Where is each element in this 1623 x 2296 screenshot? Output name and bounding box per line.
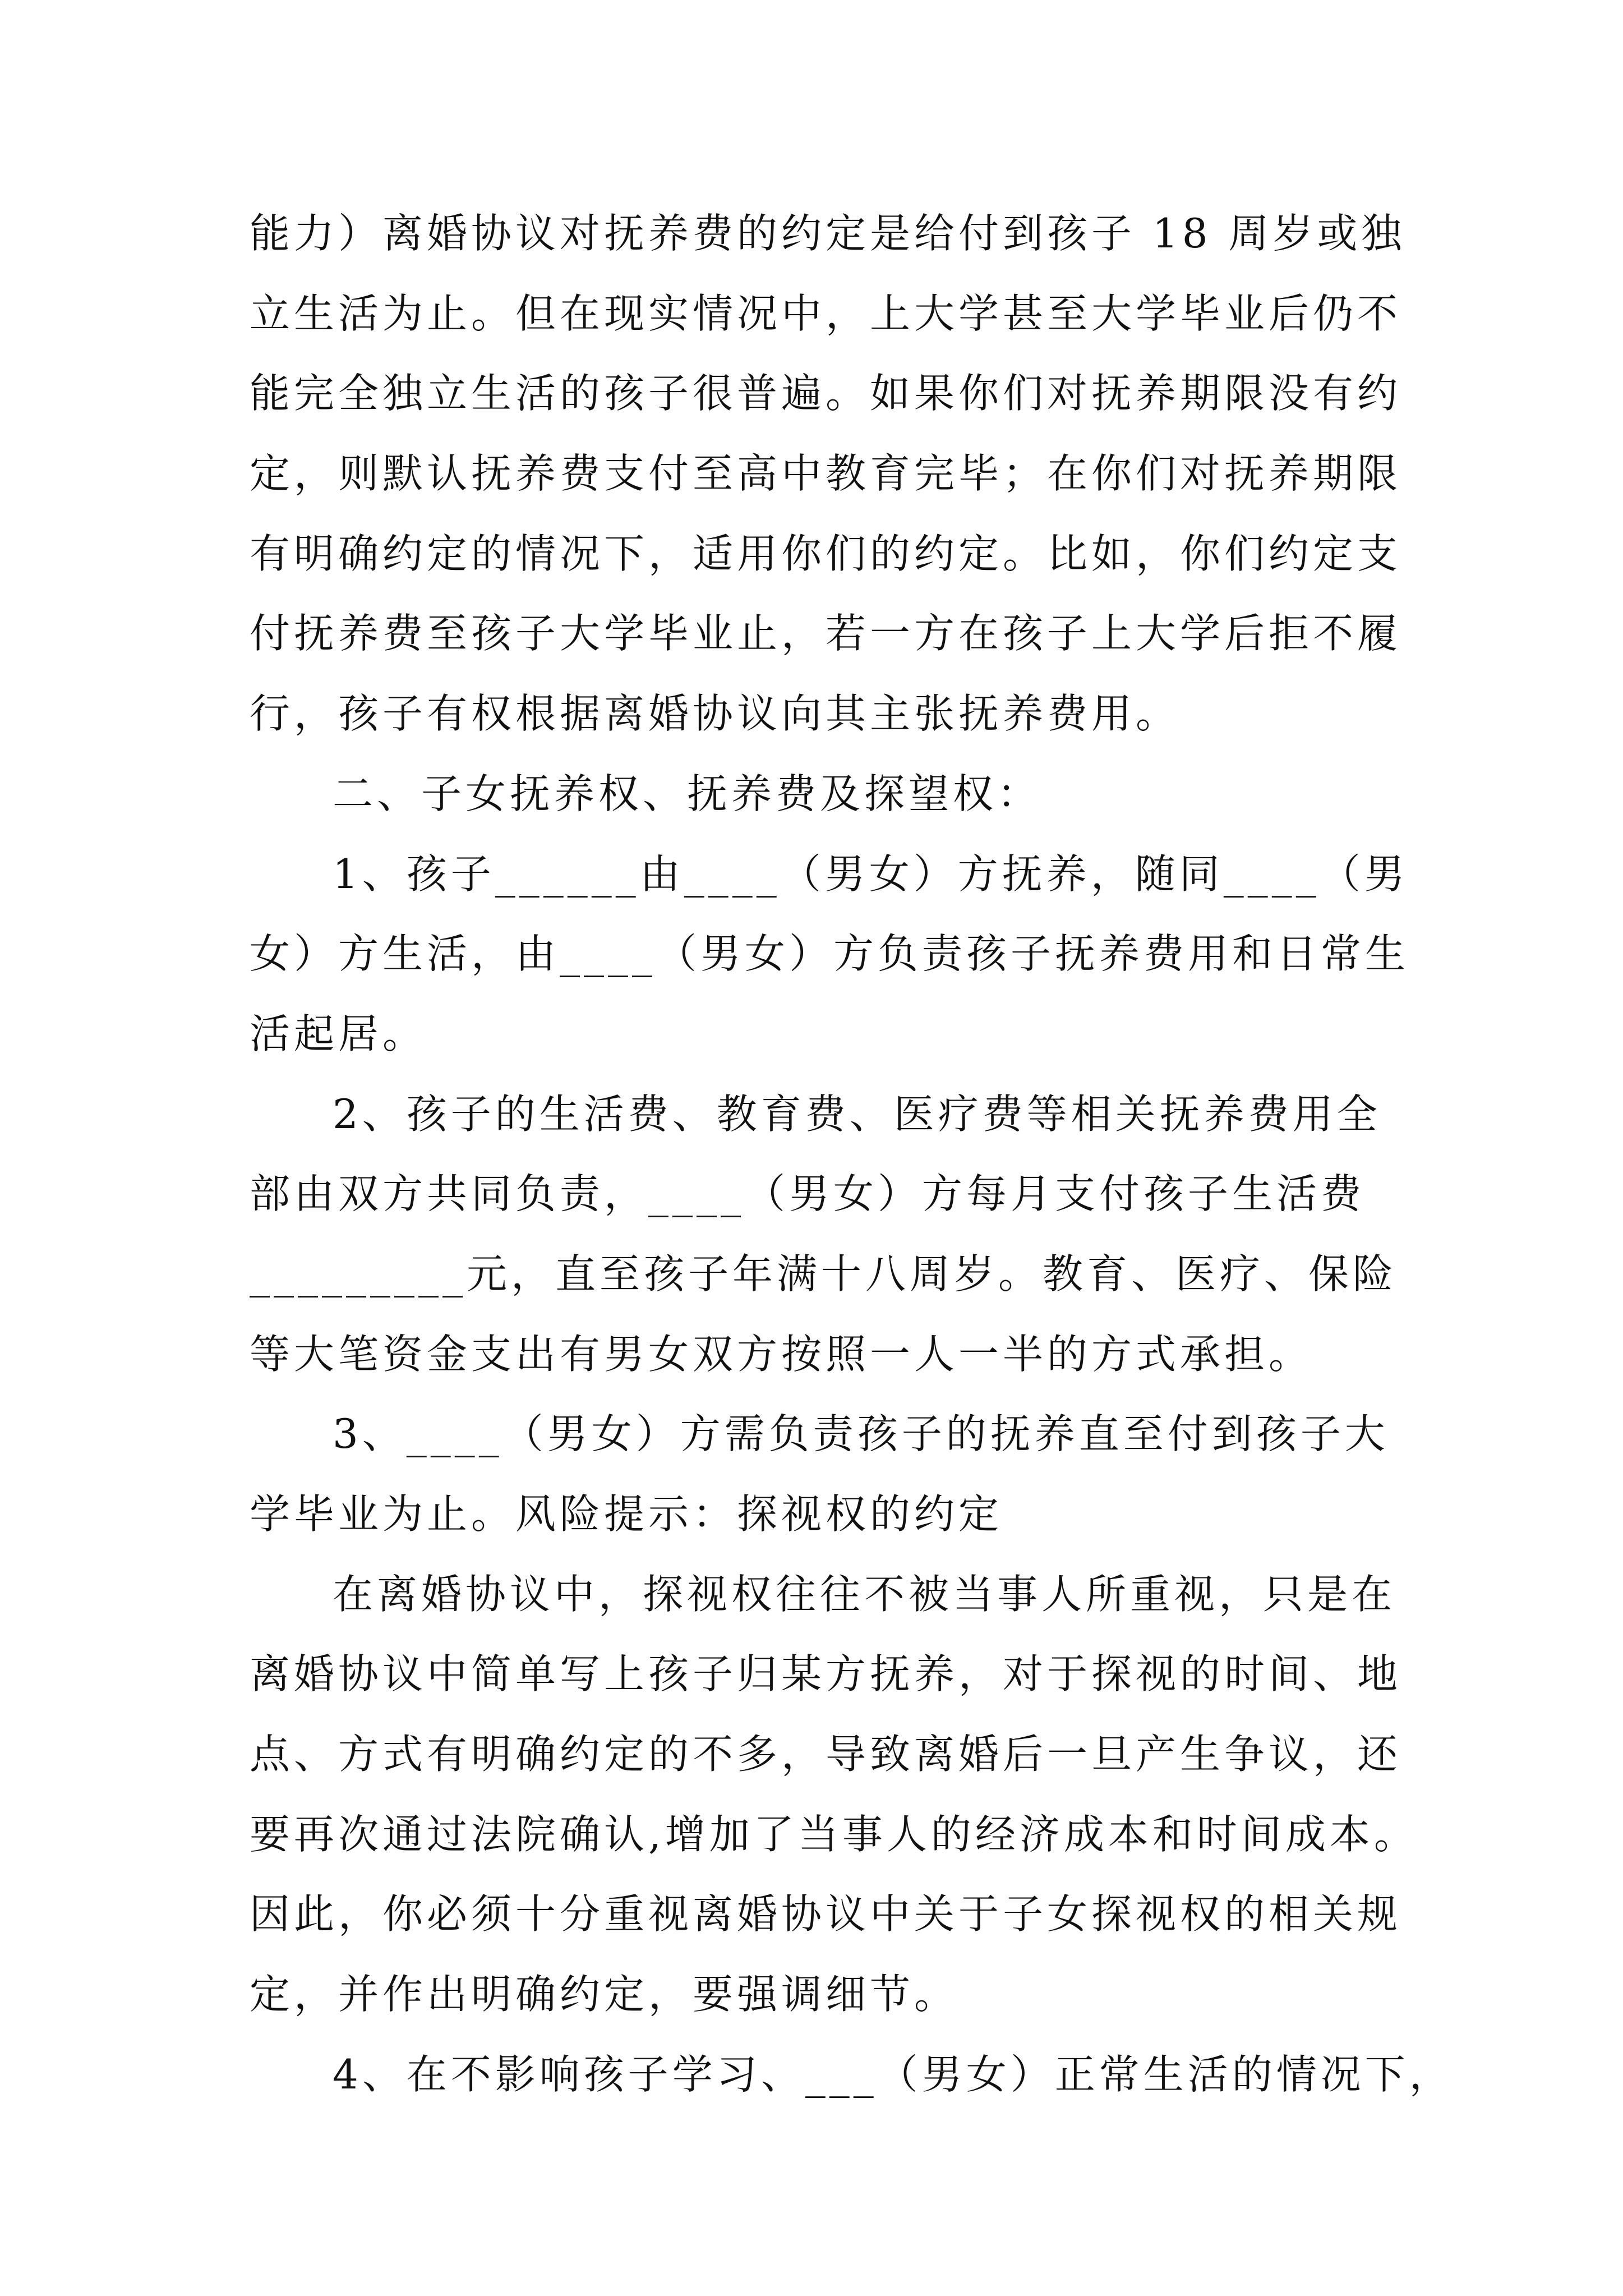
text-line: 能力）离婚协议对抚养费的约定是给付到孩子 18 周岁或独: [250, 210, 1406, 257]
text-line: _________元，直至孩子年满十八周岁。教育、医疗、保险: [250, 1250, 1398, 1297]
text-line: 离婚协议中简单写上孩子归某方抚养，对于探视的时间、地: [250, 1650, 1402, 1698]
text-line: 能完全独立生活的孩子很普遍。如果你们对抚养期限没有约: [250, 370, 1402, 417]
text-line: 要再次通过法院确认,增加了当事人的经济成本和时间成本。: [250, 1810, 1418, 1858]
text-line: 定，则默认抚养费支付至高中教育完毕；在你们对抚养期限: [250, 450, 1402, 498]
text-line: 定，并作出明确约定，要强调细节。: [250, 1971, 959, 2018]
paragraph-start: 在离婚协议中，探视权往往不被当事人所重视，只是在: [333, 1570, 1396, 1618]
text-line: 因此，你必须十分重视离婚协议中关于子女探视权的相关规: [250, 1890, 1402, 1938]
clause-2-line: 2、孩子的生活费、教育费、医疗费等相关抚养费用全: [333, 1090, 1381, 1138]
clause-1-line: 1、孩子______由____（男女）方抚养，随同____（男: [333, 850, 1409, 898]
text-line: 行，孩子有权根据离婚协议向其主张抚养费用。: [250, 690, 1181, 738]
text-line: 有明确约定的情况下，适用你们的约定。比如，你们约定支: [250, 530, 1402, 577]
text-line: 活起居。: [250, 1010, 427, 1057]
text-line: 学毕业为止。风险提示：探视权的约定: [250, 1490, 1003, 1538]
text-line: 女）方生活，由____（男女）方负责孩子抚养费用和日常生: [250, 930, 1410, 978]
text-line: 付抚养费至孩子大学毕业止，若一方在孩子上大学后拒不履: [250, 610, 1402, 657]
section-heading: 二、子女抚养权、抚养费及探望权：: [333, 770, 1042, 817]
text-line: 部由双方共同负责，____（男女）方每月支付孩子生活费: [250, 1170, 1366, 1218]
text-line: 点、方式有明确约定的不多，导致离婚后一旦产生争议，还: [250, 1731, 1402, 1778]
text-line: 等大笔资金支出有男女双方按照一人一半的方式承担。: [250, 1330, 1313, 1378]
document-body: [250, 194, 1454, 2115]
clause-4-line: 4、在不影响孩子学习、___（男女）正常生活的情况下，: [333, 2050, 1454, 2098]
text-line: 立生活为止。但在现实情况中，上大学甚至大学毕业后仍不: [250, 289, 1402, 337]
clause-3-line: 3、____（男女）方需负责孩子的抚养直至付到孩子大: [333, 1410, 1389, 1458]
